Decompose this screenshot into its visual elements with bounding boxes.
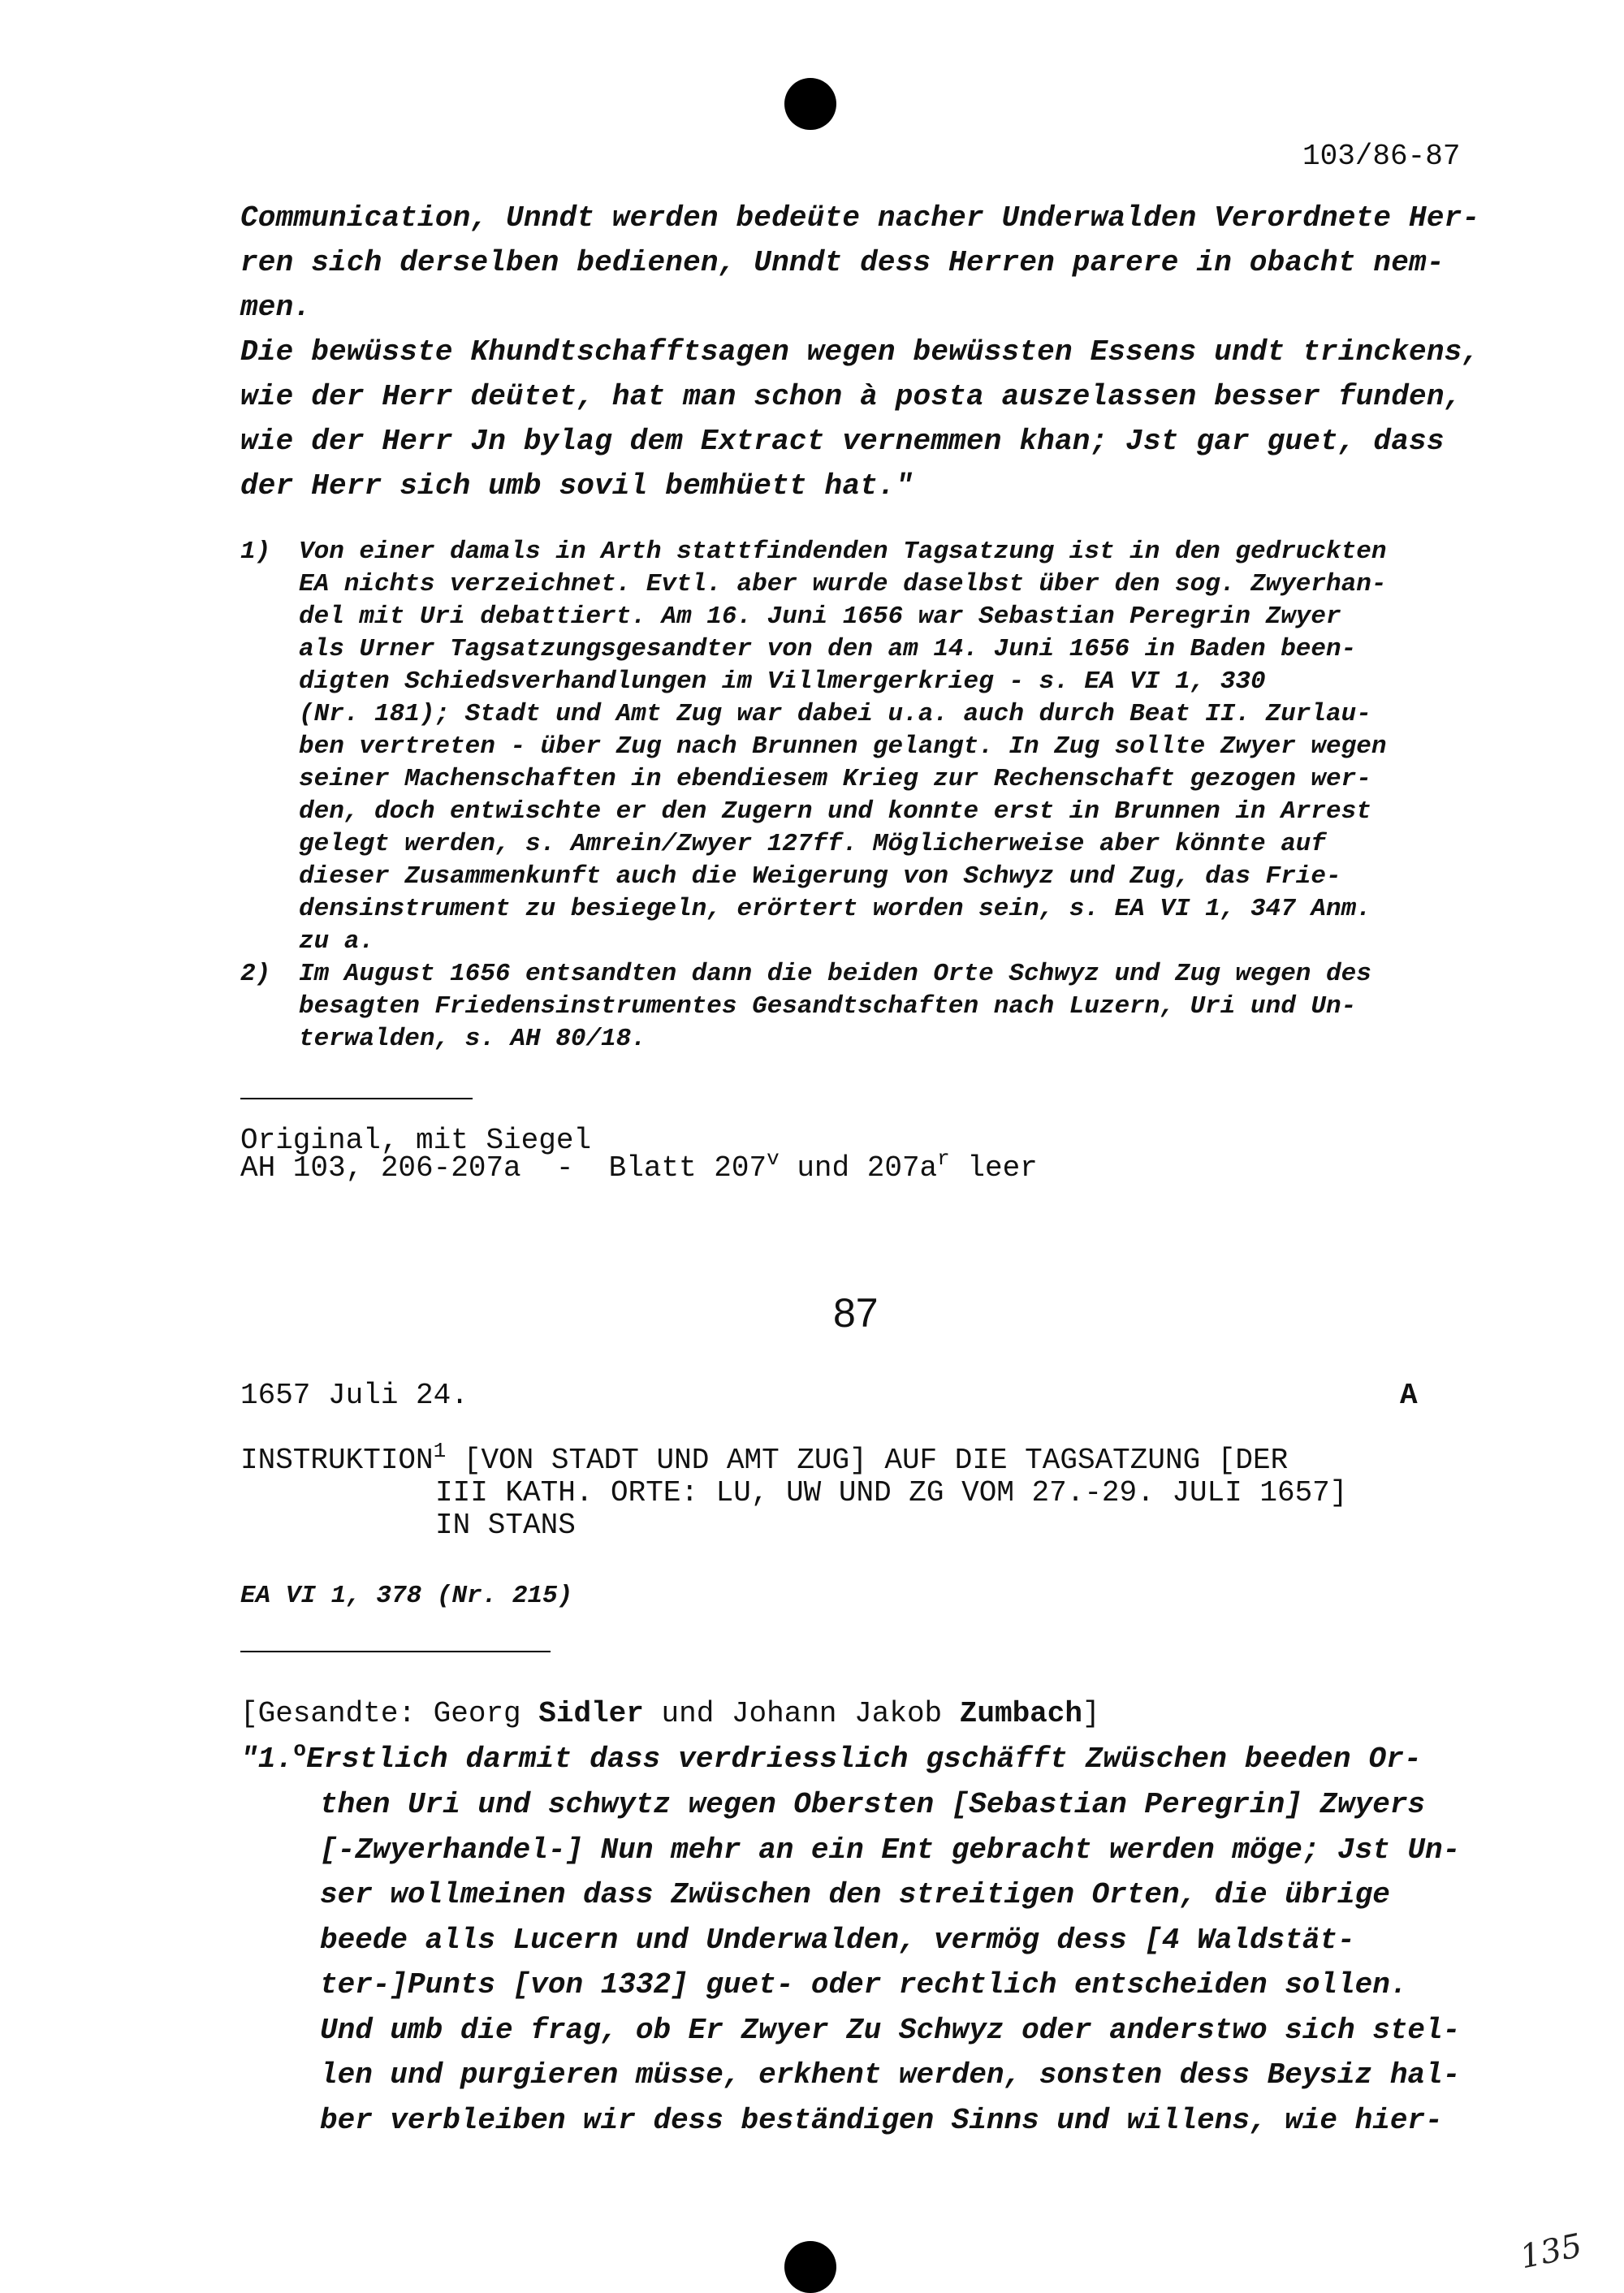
document-date: 1657 Juli 24. xyxy=(240,1379,469,1412)
source-line-1: Original, mit Siegel xyxy=(240,1124,592,1157)
document-title: INSTRUKTION$^1$ [VON STADT UND AMT ZUG] AUF DIE TAGSATZUNG [DER xyxy=(240,1439,1289,1477)
continuation-line: wie der Herr Jn bylag dem Extract vernemmen khan; Jst gar guet, dass xyxy=(240,425,1445,458)
article-line: ser wollmeinen dass Zwüschen den streitigen Orten, die übrige xyxy=(320,1878,1390,1911)
continuation-line: Die bewüsste Khundtschafftsagen wegen bewüssten Essens undt trinckens, xyxy=(240,335,1480,369)
footnote-line: dieser Zusammenkunft auch die Weigerung von Schwyz und Zug, das Frie- xyxy=(299,862,1341,891)
footnote-line: zu a. xyxy=(299,927,375,956)
article-line: then Uri und schwytz wegen Obersten [Sebastian Peregrin] Zwyers xyxy=(320,1788,1426,1821)
footnote-line: (Nr. 181); Stadt und Amt Zug war dabei u.a. auch durch Beat II. Zurlau- xyxy=(299,700,1371,728)
envoys-line: [Gesandte: Georg Sidler und Johann Jakob Zumbach] xyxy=(240,1697,1100,1730)
footnote-line: besagten Friedensinstrumentes Gesandtschaften nach Luzern, Uri und Un- xyxy=(299,992,1357,1021)
footnote-line: digten Schiedsverhandlungen im Villmergerkrieg - s. EA VI 1, 330 xyxy=(299,667,1266,696)
article-first-line: "1.$^o$Erstlich darmit dass verdriesslich gschäfft Zwüschen beeden Or- xyxy=(240,1738,1422,1776)
footnote-line: den, doch entwischte er den Zugern und konnte erst in Brunnen in Arrest xyxy=(299,797,1371,826)
footnote-line: als Urner Tagsatzungsgesandter von den am 14. Juni 1656 in Baden been- xyxy=(299,635,1357,663)
footnote-number: 2) xyxy=(240,960,271,988)
footnote-line: densinstrument zu besiegeln, erörtert worden sein, s. EA VI 1, 347 Anm. xyxy=(299,895,1371,923)
continuation-line: Communication, Unndt werden bedeüte nacher Underwalden Verordnete Her- xyxy=(240,201,1480,235)
article-line: ber verbleiben wir dess beständigen Sinns und willens, wie hier- xyxy=(320,2103,1443,2137)
continuation-line: ren sich derselben bedienen, Unndt dess Herren parere in obacht nem- xyxy=(240,246,1445,279)
punch-hole-top xyxy=(784,78,836,130)
ea-reference: EA VI 1, 378 (Nr. 215) xyxy=(240,1582,573,1610)
footnote-number: 1) xyxy=(240,538,271,566)
divider-rule xyxy=(240,1098,473,1099)
source-line-2: AH 103, 206-207a - Blatt 207$^v$ und $207a^r$ leer xyxy=(240,1146,1038,1185)
article-line: [-Zwyerhandel-] Nun mehr an ein Ent gebracht werden möge; Jst Un- xyxy=(320,1833,1461,1867)
punch-hole-bottom xyxy=(784,2241,836,2293)
article-line: ter-]Punts [von 1332] guet- oder rechtlich entscheiden sollen. xyxy=(320,1968,1408,2002)
document-title-line-2: III KATH. ORTE: LU, UW UND ZG VOM 27.-29. JULI 1657] xyxy=(435,1476,1348,1509)
footnote-line: Von einer damals in Arth stattfindenden Tagsatzung ist in den gedruckten xyxy=(299,538,1387,566)
footnote-line: terwalden, s. AH 80/18. xyxy=(299,1025,646,1053)
continuation-line: men. xyxy=(240,291,312,324)
document-number: 87 xyxy=(833,1290,879,1336)
footnote-line: EA nichts verzeichnet. Evtl. aber wurde daselbst über den sog. Zwyerhan- xyxy=(299,570,1387,598)
handwritten-page-mark: 135 xyxy=(1517,2226,1586,2277)
footnote-line: del mit Uri debattiert. Am 16. Juni 1656 war Sebastian Peregrin Zwyer xyxy=(299,602,1341,631)
date-marker: A xyxy=(1400,1379,1418,1412)
page-reference: 103/86-87 xyxy=(1302,140,1461,173)
footnote-line: seiner Machenschaften in ebendiesem Krieg zur Rechenschaft gezogen wer- xyxy=(299,765,1371,793)
continuation-line: wie der Herr deütet, hat man schon à posta auszelassen besser funden, xyxy=(240,380,1462,413)
footnote-line: gelegt werden, s. Amrein/Zwyer 127ff. Möglicherweise aber könnte auf xyxy=(299,830,1327,858)
continuation-line: der Herr sich umb sovil bemhüett hat." xyxy=(240,469,914,503)
article-line: len und purgieren müsse, erkhent werden, sonsten dess Beysiz hal- xyxy=(320,2058,1461,2092)
footnote-line: Im August 1656 entsandten dann die beiden Orte Schwyz und Zug wegen des xyxy=(299,960,1371,988)
divider-rule-2 xyxy=(240,1651,551,1652)
footnote-line: ben vertreten - über Zug nach Brunnen gelangt. In Zug sollte Zwyer wegen xyxy=(299,732,1387,761)
article-line: beede alls Lucern und Underwalden, vermög dess [4 Waldstät- xyxy=(320,1923,1355,1957)
document-title-line-3: IN STANS xyxy=(435,1509,576,1542)
article-line: Und umb die frag, ob Er Zwyer Zu Schwyz oder anderstwo sich stel- xyxy=(320,2013,1461,2047)
